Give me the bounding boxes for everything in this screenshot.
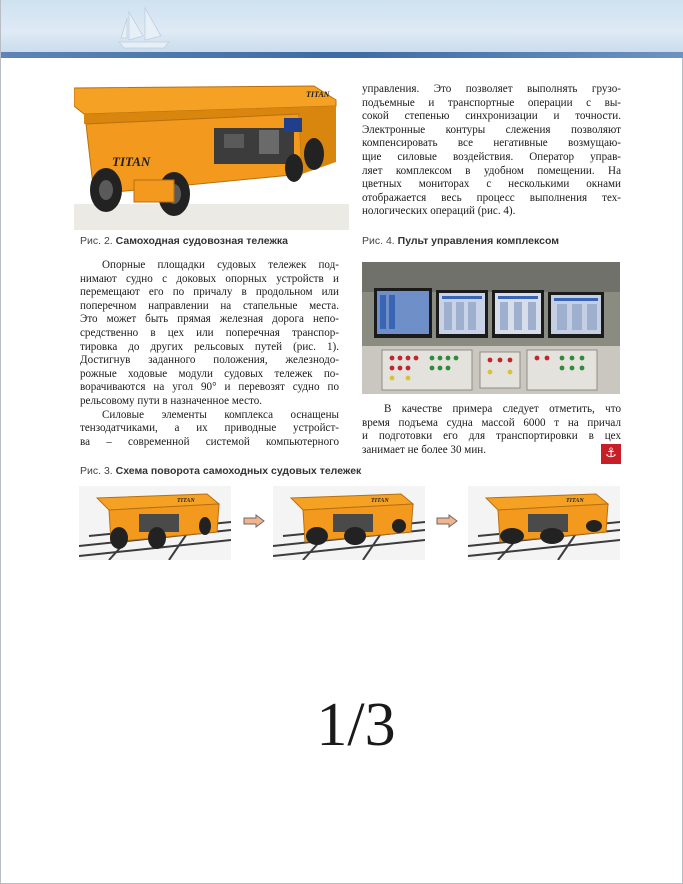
- trolley-brand-text: TITAN: [566, 498, 584, 504]
- figure-3-frame-1: [79, 486, 231, 560]
- trolley-brand-text: TITAN: [371, 498, 389, 504]
- right-column-text-top: [362, 83, 621, 219]
- text-line: В качестве примера следует отметить, что: [384, 403, 621, 415]
- text-line: перемещают его по причалу в продольном или: [80, 286, 339, 299]
- anchor-icon: ⚓: [601, 444, 621, 464]
- text-line: цветных мониторах с несколькими окнами: [362, 178, 621, 191]
- sailing-ship-icon: [109, 4, 179, 52]
- left-column-text: [80, 259, 339, 449]
- text-line: подъемные и транспортные операции с вы-: [362, 96, 621, 109]
- text-line: рельсовому пути в назначенное место.: [80, 394, 263, 407]
- right-column-text-bottom: [362, 403, 621, 457]
- figure-3-frame-2: [273, 486, 425, 560]
- figure-3-caption-prefix: Рис. 3.: [80, 465, 113, 477]
- text-line: время подъема судна массой 6000 т на причал: [362, 416, 621, 429]
- figure-3-caption: [80, 465, 361, 477]
- arrow-right-icon: [436, 514, 458, 528]
- text-line: ляет комплексом в удобном помещении. На: [362, 164, 621, 177]
- text-line: ва – современной системой компьютерного: [80, 435, 339, 448]
- text-line: Достигнув заданного положения, железнодо-: [80, 354, 339, 367]
- figure-4-caption-title: Пульт управления комплексом: [397, 235, 559, 247]
- text-line: Опорные площадки судовых тележек под-: [102, 259, 339, 271]
- figure-4-caption-prefix: Рис. 4.: [362, 235, 395, 247]
- text-line: Силовые элементы комплекса оснащены: [102, 408, 339, 421]
- text-line: отображается весь процесс выполнения тех-: [362, 191, 621, 204]
- text-line: нимают судно с доковых опорных устройств и: [80, 272, 339, 285]
- figure-2-caption-title: Самоходная судовозная тележка: [115, 235, 289, 247]
- text-line: тензодатчиками, а их приводные устройст-: [80, 422, 339, 435]
- figure-2-caption: [80, 235, 288, 247]
- figure-4-control-panel-photo: [362, 262, 620, 394]
- text-line: поперечном направлении на стапельные места.: [80, 299, 339, 312]
- text-line: компенсировать все негативные возмущаю-: [362, 137, 621, 150]
- text-line: щие силовые воздействия. Оператор управ-: [362, 150, 621, 163]
- figure-3-caption-title: Схема поворота самоходных судовых тележек: [115, 465, 362, 477]
- text-line: управления. Это позволяет выполнять грузо-: [362, 83, 621, 95]
- trolley-brand-text-small: TITAN: [306, 90, 330, 99]
- figure-3-frame-3: [468, 486, 620, 560]
- figure-4-caption: [362, 235, 559, 247]
- text-line: сокой степенью синхронизации и точности.: [362, 110, 621, 123]
- text-line: нологических операций (рис. 4).: [362, 205, 516, 218]
- banner-stripe: [1, 52, 683, 58]
- text-line: Это может быть прямая железная дорога непо-: [80, 313, 339, 326]
- page-number: 1/3: [316, 691, 396, 759]
- figure-2-trolley-photo: [74, 84, 349, 230]
- text-line: Электронные контуры слежения позволяют: [362, 123, 621, 136]
- text-line: и подготовки его для транспортировки в цех: [362, 430, 621, 443]
- header-banner: [1, 0, 683, 58]
- trolley-brand-text: TITAN: [177, 498, 195, 504]
- text-line: занимает не более 30 мин.: [362, 443, 486, 456]
- text-line: ворачиваются на угол 90° и перевозят судно по: [80, 381, 339, 394]
- figure-2-caption-prefix: Рис. 2.: [80, 235, 113, 247]
- trolley-brand-text: TITAN: [112, 154, 151, 169]
- text-line: средственно в цех или поперечная транспор-: [80, 326, 339, 339]
- text-line: тировка до других рельсовых путей (рис. 1).: [80, 340, 339, 353]
- text-line: рожные ходовые модули судовых тележек по-: [80, 367, 339, 380]
- arrow-right-icon: [243, 514, 265, 528]
